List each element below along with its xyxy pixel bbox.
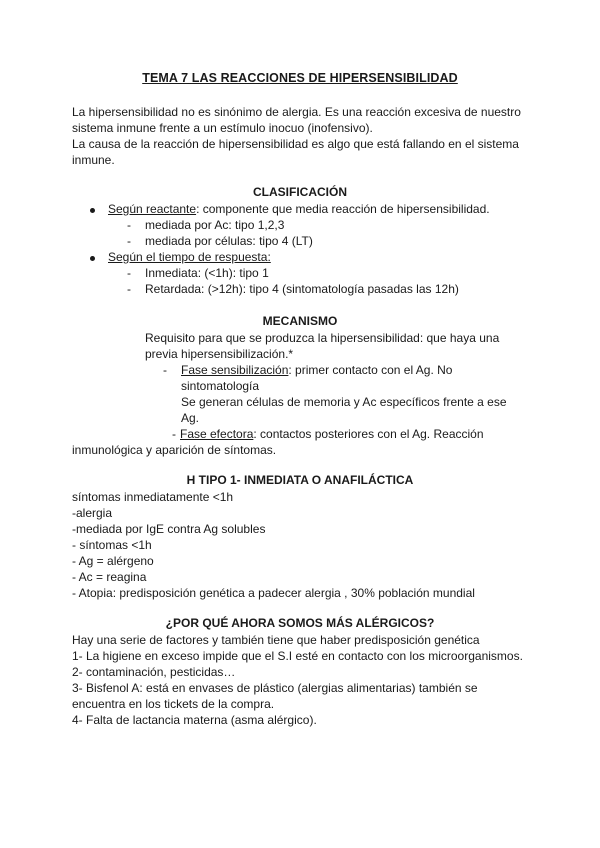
intro-line: La hipersensibilidad no es sinónimo de alergia. Es una reacción excesiva de nuestro	[72, 105, 521, 119]
fase-label: Fase efectora	[180, 427, 254, 441]
list-item: 2- contaminación, pesticidas…	[72, 665, 236, 679]
list-item: - síntomas <1h	[72, 538, 152, 552]
bullet-dot-icon	[90, 208, 95, 213]
list-item-label: Según reactante	[108, 202, 197, 216]
document-title: TEMA 7 LAS REACCIONES DE HIPERSENSIBILIDAD	[142, 71, 458, 85]
section-heading-tipo1: H TIPO 1- INMEDIATA O ANAFILÁCTICA	[186, 473, 414, 487]
list-item: -alergia	[72, 506, 113, 520]
list-item	[108, 249, 271, 265]
list-item-text: : componente que media reacción de hipersensibilidad.	[196, 202, 490, 216]
list-item: 1- La higiene en exceso impide que el S.I esté en contacto con los microorganismos.	[72, 649, 523, 663]
list-item	[108, 201, 490, 217]
list-item: - Ag = alérgeno	[72, 554, 154, 568]
list-item-label: Según el tiempo de respuesta:	[108, 250, 271, 264]
mecanismo-line: Ag.	[181, 411, 200, 425]
list-item: síntomas inmediatamente <1h	[72, 490, 234, 504]
list-item: 4- Falta de lactancia materna (asma alérgico).	[72, 713, 317, 727]
dash-marker: -	[163, 363, 167, 377]
intro-line: La causa de la reacción de hipersensibilidad es algo que está fallando en el sistema	[72, 137, 519, 151]
sub-list-item: Inmediata: (<1h): tipo 1	[145, 266, 269, 280]
fase-text: : primer contacto con el Ag. No	[288, 363, 453, 377]
fase-label: Fase sensibilización	[181, 363, 289, 377]
list-item: encuentra en los tickets de la compra.	[72, 697, 275, 711]
intro-line: inmune.	[72, 153, 115, 167]
dash-marker: -	[127, 234, 131, 248]
dash-marker: -	[127, 282, 131, 296]
dash-marker: -	[127, 218, 131, 232]
section-heading-mecanismo: MECANISMO	[262, 314, 338, 328]
dash-marker: -	[172, 427, 176, 441]
bullet-dot-icon	[90, 256, 95, 261]
list-item: - Atopia: predisposición genética a padecer alergia , 30% población mundial	[72, 586, 475, 600]
fase-text: : contactos posteriores con el Ag. Reacción	[253, 427, 484, 441]
mecanismo-line: sintomatología	[181, 379, 260, 393]
list-item: - Ac = reagina	[72, 570, 147, 584]
sub-list-item: mediada por Ac: tipo 1,2,3	[145, 218, 285, 232]
mecanismo-line: inmunológica y aparición de síntomas.	[72, 443, 277, 457]
list-item: Hay una serie de factores y también tiene que haber predisposición genética	[72, 633, 480, 647]
mecanismo-line: Requisito para que se produzca la hipersensibilidad: que haya una	[145, 331, 500, 345]
sub-list-item: mediada por células: tipo 4 (LT)	[145, 234, 313, 248]
intro-line: sistema inmune frente a un estímulo inocuo (inofensivo).	[72, 121, 373, 135]
section-heading-alergicos: ¿POR QUÉ AHORA SOMOS MÁS ALÉRGICOS?	[165, 616, 435, 630]
fase-efectora	[180, 426, 484, 442]
list-item: 3- Bisfenol A: está en envases de plástico (alergias alimentarias) también se	[72, 681, 478, 695]
dash-marker: -	[127, 266, 131, 280]
list-item: -mediada por IgE contra Ag solubles	[72, 522, 266, 536]
fase-sensibilizacion	[181, 362, 452, 378]
mecanismo-line: Se generan células de memoria y Ac específicos frente a ese	[181, 395, 507, 409]
sub-list-item: Retardada: (>12h): tipo 4 (sintomatología pasadas las 12h)	[145, 282, 459, 296]
mecanismo-line: previa hipersensibilización.*	[145, 347, 294, 361]
section-heading-clasificacion: CLASIFICACIÓN	[253, 185, 347, 199]
